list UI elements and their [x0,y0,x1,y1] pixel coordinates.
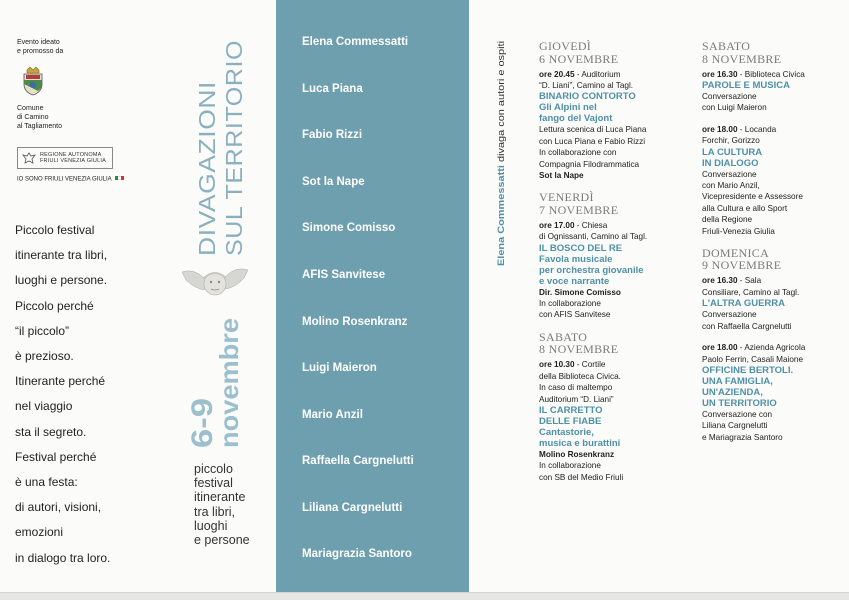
festival-title [188,38,248,258]
fvg-slogan-text: IO SONO FRIULI VENEZIA GIULIA [17,176,112,183]
event-description: con Mario Anzil, [702,180,760,190]
region-line: FRIULI VENEZIA GIULIA [40,158,106,164]
guest-name: Mariagrazia Santoro [302,548,412,560]
event-place-line [539,359,699,370]
region-line: REGIONE AUTONOMA [40,151,102,158]
comune-line: di Camino [17,114,49,121]
day-block [539,40,699,181]
event-time: ore 18.00 [702,343,738,353]
eagle-icon [22,151,36,165]
program-column-1 [539,40,699,493]
event-place: Auditorium “D. Liani” [539,394,614,404]
event-description: Conversazione [702,169,757,179]
intro-line: itinerante tra libri, [15,248,108,263]
event-title: IN DIALOGO [702,157,759,169]
event-time: ore 20.45 [539,69,575,79]
day-block [539,191,699,321]
event-place: della Biblioteca Civica. [539,371,621,381]
event-block [702,124,842,237]
event-place: di Ognissanti, Camino al Tagl. [539,232,648,242]
event-description: Dir. Simone Comisso [539,287,621,297]
guest-name: Elena Commessatti [302,36,409,48]
event-title: LA CULTURA [702,146,763,158]
day-block [539,331,699,483]
event-title: e voce narrante [539,275,610,287]
municipal-crest-icon [18,66,48,96]
event-place-line [702,342,842,353]
event-place-line [539,69,699,80]
event-place-line [539,220,699,231]
intro-line: Piccolo perché [15,298,94,313]
event-description: con Raffaella Cargnelutti [702,321,792,331]
intro-line: Itinerante perché [15,374,106,389]
event-description: e Mariagrazia Santoro [702,432,783,442]
intro-line: emozioni [15,525,64,540]
day-date: 8 NOVEMBRE [702,51,782,66]
event-place: - Sala [737,276,762,286]
guest-name: Simone Comisso [302,222,396,234]
guest-name: Liliana Cargnelutti [302,502,403,514]
event-title: Gli Alpini nel [539,102,597,114]
event-description: In collaborazione con [539,148,617,158]
festival-intro [15,218,110,571]
event-title: IL CARRETTO [539,405,603,416]
event-place: - Biblioteca Civica [737,69,805,79]
event-time: ore 16.30 [702,69,738,79]
event-description: Conversazione [702,310,757,320]
tagline-line: festival [194,476,233,491]
month-label: novembre [214,323,244,448]
promoter-label [17,38,63,56]
event-description: Friuli-Venezia Giulia [702,226,775,236]
event-description: con Luigi Maieron [702,103,767,113]
event-title: UNA FAMIGLIA, [702,375,773,387]
event-title: BINARIO CONTORTO [539,91,636,103]
event-time: ore 10.30 [539,360,575,370]
event-place: “D. Liani”, Camino al Tagl. [539,80,634,90]
event-block [702,342,842,443]
event-description: Molino Rosenkranz [539,450,615,459]
svg-text:Elena Commessatti divaga con a [496,41,507,266]
day-block [702,40,842,237]
day-date: 7 NOVEMBRE [539,202,619,217]
event-block [539,359,699,483]
intro-line: Piccolo festival [15,223,95,237]
event-title: PAROLE E MUSICA [702,79,790,91]
event-title: fango del Vajont [539,113,613,125]
event-place-line [702,124,842,135]
tagline [194,462,250,547]
event-description: della Regione [702,215,753,225]
event-block [539,69,699,182]
guest-name: Luigi Maieron [302,362,377,374]
event-place: Paolo Ferrin, Casali Maione [702,354,804,364]
event-title: L'ALTRA GUERRA [702,298,785,310]
tagline-line: tra libri, [194,504,235,519]
event-description: Conversazione con [702,409,773,419]
day-date: 9 NOVEMBRE [702,258,782,273]
guest-name: Fabio Rizzi [302,129,363,141]
intro-line: è prezioso. [15,349,74,364]
event-place: Consiliare, Camino al Tagl. [702,287,800,297]
intro-line: in dialogo tra loro. [15,550,111,565]
program-subtitle [491,38,511,268]
comune-line: al Tagliamento [17,123,63,130]
day-date: 6 NOVEMBRE [539,51,619,66]
event-description: In collaborazione [539,299,601,309]
event-description: Liliana Cargnelutti [702,421,768,431]
event-place-line [702,69,842,80]
event-block [702,275,842,332]
comune-name [17,104,62,131]
event-description: Conversazione [702,91,757,101]
intro-line: “il piccolo” [15,323,70,338]
event-description: con Luca Piana e Fabio Rizzi [539,136,646,146]
intro-line: luoghi e persone. [15,273,108,288]
event-description: In collaborazione [539,461,601,471]
day-date: 8 NOVEMBRE [539,342,619,357]
event-title: musica e burattini [539,438,621,449]
guest-name: AFIS Sanvitese [302,269,386,281]
event-place: - Auditorium [574,69,621,79]
event-place-line [702,275,842,286]
guest-name: Luca Piana [302,83,363,95]
event-description: Lettura scenica di Luca Piana [539,125,647,135]
guest-name: Sot la Nape [302,176,365,188]
fvg-slogan [17,176,124,183]
day-name: VENERDÌ [539,190,594,205]
bottom-edge [0,592,849,600]
guest-name: Mario Anzil [302,409,363,421]
festival-dates [186,300,244,450]
event-title: IL BOSCO DEL RE [539,242,623,254]
event-description: con SB del Medio Friuli [539,472,624,482]
region-logo [17,147,113,169]
event-block [702,69,842,114]
event-title: Cantastorie, [539,427,594,438]
comune-line: Comune [17,105,44,112]
intro-line: nel viaggio [15,399,73,414]
event-place: - Locanda [737,124,777,134]
event-description: alla Cultura e allo Sport [702,203,788,213]
tagline-line: itinerante [194,490,246,505]
event-description: Vicepresidente e Assessore [702,192,803,202]
subtitle-rest: divaga con autori e ospiti [496,57,507,166]
subtitle-name: Elena Commessatti [496,178,507,266]
promo-line: Evento ideato [17,39,60,46]
event-title: OFFICINE BERTOLI. [702,364,794,376]
dates-numbers: 6-9 [186,404,219,448]
tagline-line: piccolo [194,462,233,476]
program-column-2 [702,40,842,453]
event-time: ore 16.30 [702,276,738,286]
guest-name: Raffaella Cargnelutti [302,455,414,467]
title-line-2: SUL TERRITORIO [221,57,247,256]
event-time: ore 18.00 [702,124,738,134]
event-title: per orchestra giovanile [539,264,644,276]
event-block [539,220,699,321]
tagline-line: e persone [194,533,250,548]
event-place: - Cortile [574,360,606,370]
event-title: UN'AZIENDA, [702,386,763,398]
promo-line: e promosso da [17,48,64,55]
event-time: ore 17.00 [539,220,575,230]
event-place: - Chiesa [574,220,608,230]
italian-flag-icon [115,176,124,182]
intro-line: è una festa: [15,475,78,490]
event-description: Compagnia Filodrammatica [539,159,640,169]
event-title: DELLE FIABE [539,416,602,427]
day-name: SABATO [539,329,588,344]
event-title: Favola musicale [539,253,613,265]
event-place: - Azienda Agricola [737,343,806,353]
intro-line: Festival perché [15,449,97,464]
event-description: con AFIS Sanvitese [539,310,611,320]
title-line-1: DIVAGAZIONI [194,103,220,256]
tagline-line: luoghi [194,518,228,533]
intro-line: di autori, visioni, [15,500,102,515]
intro-line: sta il segreto. [15,424,87,439]
event-place: Forchir, Gorizzo [702,136,760,146]
event-title: UN TERRITORIO [702,397,777,409]
day-name: SABATO [702,39,751,53]
event-place: In caso di maltempo [539,383,613,393]
day-block [702,247,842,443]
guest-name: Molino Rosenkranz [302,316,408,328]
event-description: Sot la Nape [539,170,584,180]
day-name: DOMENICA [702,245,770,260]
day-name: GIOVEDÌ [539,39,592,53]
